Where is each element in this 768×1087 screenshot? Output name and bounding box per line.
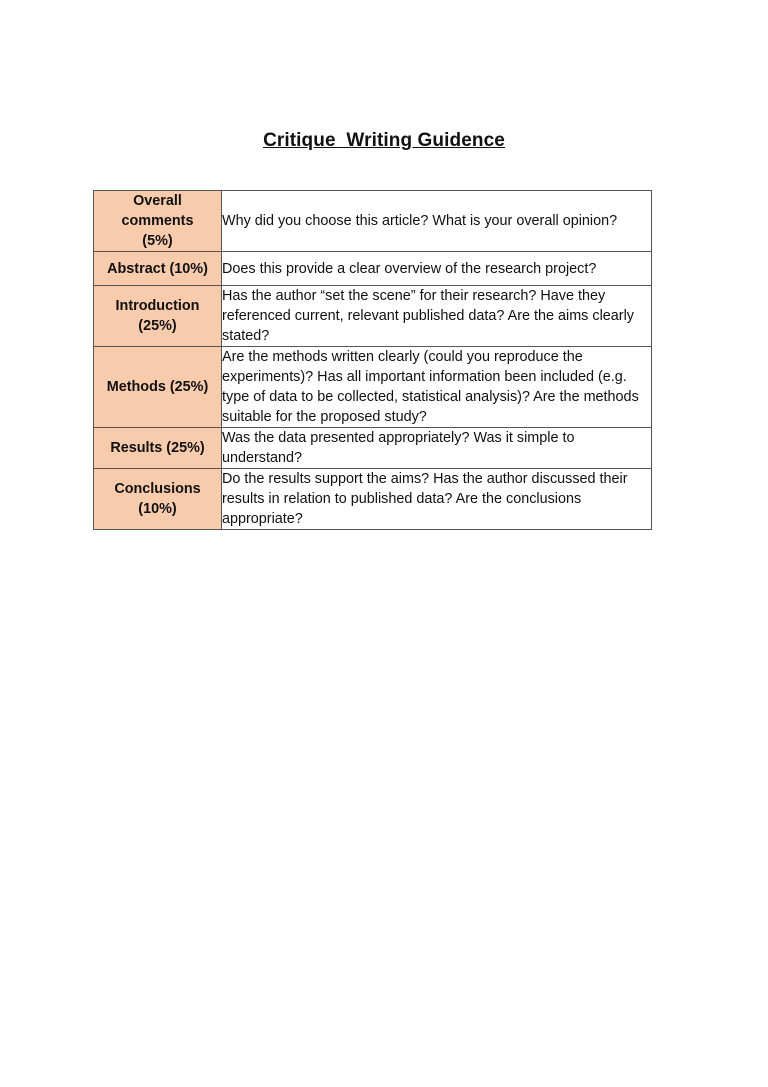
section-line: (10%): [138, 501, 177, 517]
document-title: Critique Writing Guidence: [263, 130, 505, 151]
prompt-text: Does this provide a clear overview of the research project?: [222, 260, 597, 277]
table-row-introduction: [94, 286, 652, 347]
prompt-text: Do the results support the aims? Has the author discussed their results in relation to published data? Are the conclusions appropriate?: [222, 471, 628, 527]
section-methods: [94, 347, 222, 428]
section-results: [94, 428, 222, 469]
section-line: Methods (25%): [106, 379, 209, 395]
section-line: Introduction: [115, 298, 200, 314]
prompt-results: [222, 428, 652, 469]
section-line: comments: [121, 213, 194, 229]
prompt-overall-comments: [222, 191, 652, 252]
prompt-introduction: [222, 286, 652, 347]
table-row-results: [94, 428, 652, 469]
prompt-methods: [222, 347, 652, 428]
table-row-abstract: [94, 252, 652, 286]
section-line: Results (25%): [110, 440, 205, 456]
section-line: Conclusions: [114, 481, 201, 497]
table-row-methods: [94, 347, 652, 428]
section-introduction: [94, 286, 222, 347]
section-overall-comments: [94, 191, 222, 252]
section-line: Abstract (10%): [107, 260, 208, 277]
prompt-text: Has the author “set the scene” for their research? Have they referenced current, relevant published data? Are the aims clearly stated?: [222, 288, 634, 344]
section-conclusions: [94, 469, 222, 530]
section-line: Overall: [133, 193, 182, 209]
table-row-conclusions: [94, 469, 652, 530]
prompt-text: Are the methods written clearly (could you reproduce the experiments)? Has all important information been included (e.g. type of data to be collected, statistical analysis)? Are the methods suitable for the proposed study?: [222, 349, 639, 425]
section-line: (5%): [142, 233, 173, 249]
section-line: (25%): [138, 318, 177, 334]
guidance-table: [93, 190, 652, 530]
prompt-conclusions: [222, 469, 652, 530]
prompt-text: Why did you choose this article? What is your overall opinion?: [222, 213, 618, 229]
prompt-abstract: [222, 252, 652, 286]
table-row-overall: [94, 191, 652, 252]
section-abstract: [94, 252, 222, 286]
prompt-text: Was the data presented appropriately? Was it simple to understand?: [222, 430, 575, 466]
